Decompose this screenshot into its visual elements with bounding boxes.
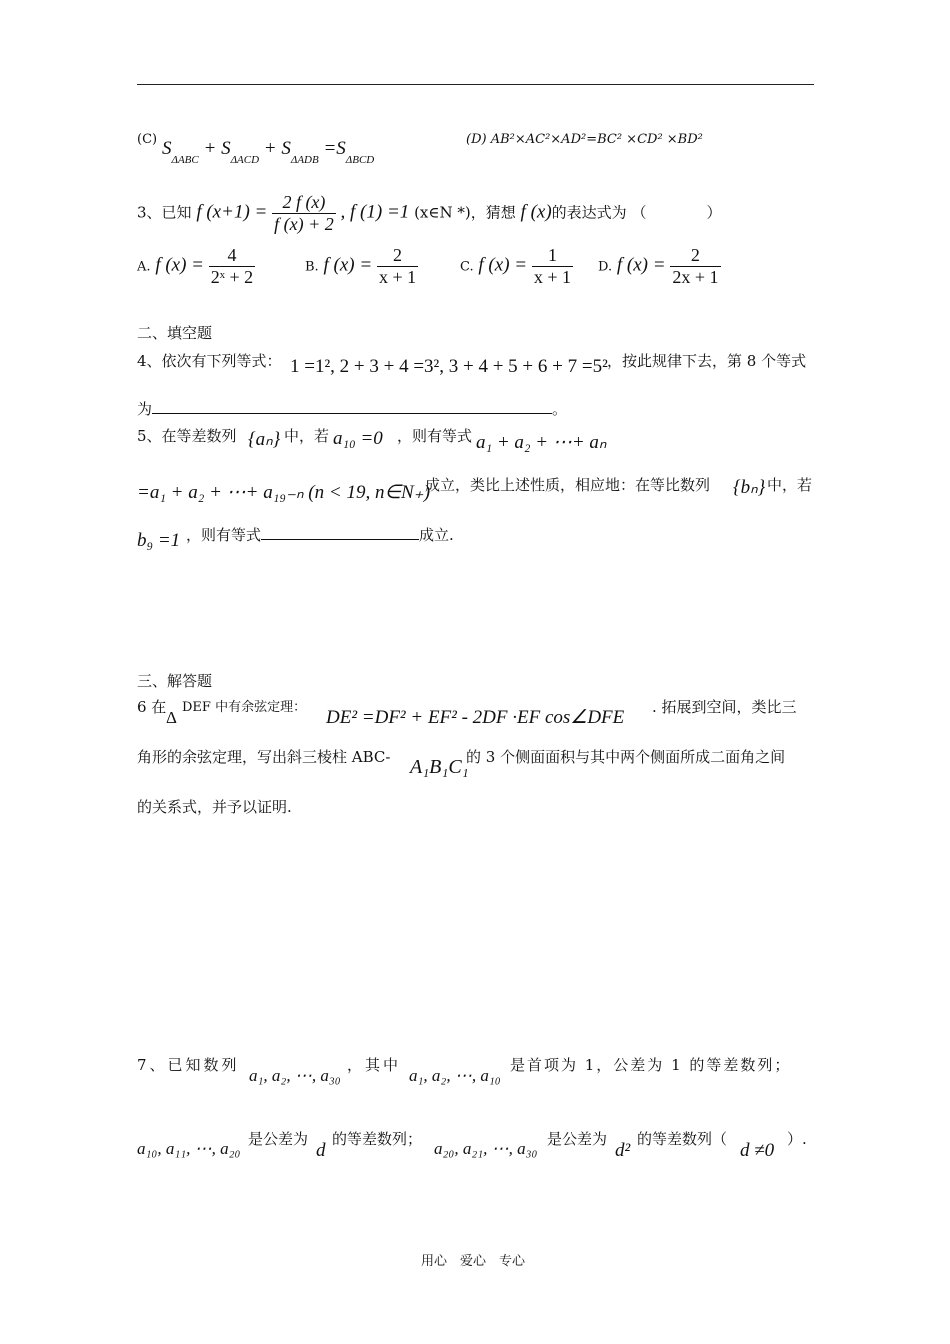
q7-tail: ）. — [787, 1130, 807, 1148]
q5-mid2: ，则有等式 — [397, 427, 473, 445]
q7-mid6: 的等差数列（ — [637, 1130, 728, 1148]
q5-mid4: 中，若 — [767, 476, 813, 494]
q7-seq3: a₂₀, a₂₁, ⋯, a₃₀ — [434, 1139, 538, 1158]
q5-sum2: =a₁ + a₂ + ⋯+ a₁₉₋ₙ (n < 19, n∈N₊) — [137, 482, 431, 503]
q4-line2: 为 。 — [137, 400, 568, 418]
q5-a10: a₁₀ =0 — [333, 428, 383, 449]
q7-d: d — [316, 1140, 326, 1161]
q7-cond: d ≠0 — [740, 1140, 775, 1161]
section-3-heading: 三、解答题 — [137, 672, 213, 690]
header-rule — [137, 84, 814, 85]
section-2-heading: 二、填空题 — [137, 324, 213, 342]
q7-prefix: 7、已知数列 — [137, 1056, 240, 1074]
q5-mid1: 中，若 — [284, 427, 330, 445]
q5-prefix: 5、在等差数列 — [137, 427, 237, 445]
q6-prefix: 6 在 — [137, 698, 167, 716]
q3-option-a: A. f (x) = $\frac{4}{\text{2ˣ + 2}}$ — [137, 245, 254, 287]
q6-prism: A₁B₁C₁ — [410, 756, 469, 778]
q5-sum1: a₁ + a₂ + ⋯+ aₙ — [476, 432, 607, 453]
q4-prefix: 4、依次有下列等式： — [137, 352, 282, 370]
option-d: (D) AB²×AC²×AD²=BC² ×CD² ×BD² — [466, 132, 703, 147]
q7-mid2: 是首项为 1，公差为 1 的等差数列； — [510, 1056, 792, 1074]
q5-mid3: 成立，类比上述性质，相应地：在等比数列 — [425, 476, 711, 494]
q7-d2: d² — [615, 1140, 631, 1161]
q5-line3: ，则有等式 成立. — [186, 526, 454, 544]
q4-expr: 1 =1², 2 + 3 + 4 =3², 3 + 4 + 5 + 6 + 7 =5² — [290, 356, 608, 377]
q6-tail: . 拓展到空间，类比三 — [652, 698, 797, 716]
option-c-formula: $S_{\Delta ABC} + S_{\Delta ACD} + S_{\Delta ADB} =S_{\Delta BCD}$ — [162, 138, 375, 166]
q6-triangle: Δ — [166, 708, 177, 727]
q3-option-c: C. f (x) = $\frac{1}{x + 1}$ — [460, 245, 572, 287]
option-c-label: (C) — [137, 132, 158, 147]
q6-formula: DE² =DF² + EF² - 2DF ·EF cos∠DFE — [326, 707, 625, 728]
q7-mid5: 是公差为 — [547, 1130, 608, 1148]
q6-line3: 的关系式，并予以证明. — [137, 798, 292, 816]
q5-bn: {bₙ} — [733, 477, 766, 498]
q7-seq2: a₁₀, a₁₁, ⋯, a₂₀ — [137, 1139, 241, 1158]
q6-def: DEF 中有余弦定理： — [182, 700, 307, 715]
q6-line2a: 角形的余弦定理，写出斜三棱柱 ABC- — [137, 748, 391, 766]
q4-tail: ，按此规律下去，第 8 个等式 — [607, 352, 807, 370]
q5-b9: b₉ =1 — [137, 530, 181, 551]
q7-seq1: a₁, a₂, ⋯, a₁₀ — [409, 1066, 501, 1085]
q3-line: 3、已知 f (x+1) = $\frac{2 f (x)}{f (x) + 2}$ , f (1) =1 (x∈N *)，猜想 f (x)的表达式为 （ ） — [137, 192, 722, 234]
q7-mid3: 是公差为 — [248, 1130, 309, 1148]
q3-option-b: B. f (x) = $\frac{2}{x + 1}$ — [305, 245, 417, 287]
q3-option-d: D. f (x) = $\frac{2}{2x + 1}$ — [598, 245, 719, 287]
q7-mid1: ，其中 — [347, 1056, 402, 1074]
q7-mid4: 的等差数列； — [332, 1130, 423, 1148]
q7-seq: a₁, a₂, ⋯, a₃₀ — [249, 1066, 341, 1085]
q5-an: {aₙ} — [248, 429, 281, 450]
q6-line2b: 的 3 个侧面面积与其中两个侧面所成二面角之间 — [466, 748, 786, 766]
page-footer: 用心 爱心 专心 — [421, 1254, 526, 1269]
